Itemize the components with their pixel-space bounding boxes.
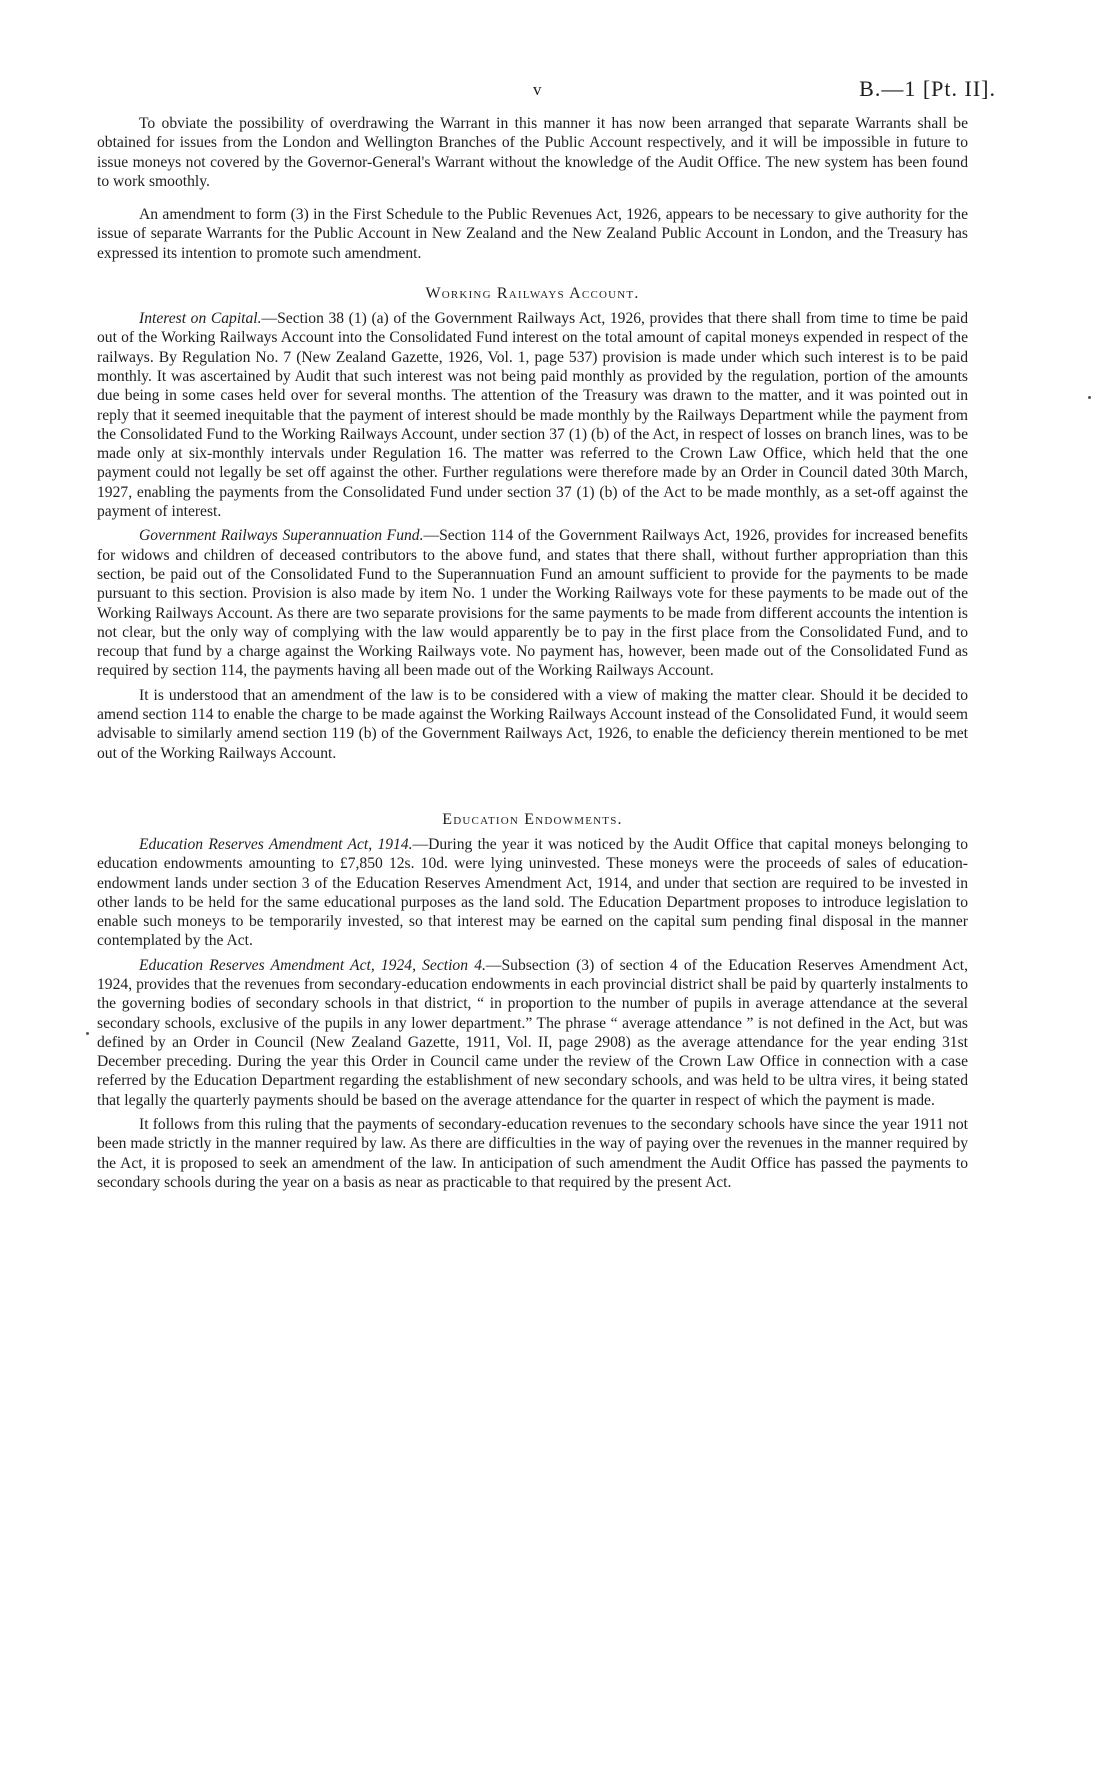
subheading-superannuation-fund: Government Railways Superannuation Fund. <box>139 527 424 545</box>
margin-speck <box>1088 396 1091 399</box>
paragraph-act-1914 <box>97 835 968 951</box>
text-superannuation-fund: —Section 114 of the Government Railways Act, 1926, provides for increased benefits for widows and children of deceased contributors to the above fund, and states that there shall, without further appropriation than this section, be paid out of the Consolidated Fund to the Superannuation Fund an amount sufficient to provide for the payments to be made pursuant to this section. Provision is also made by item No. 1 under the Working Railways vote for these payments to be made out of the Working Railways Account. As there are two separate provisions for the same payments to be made from different accounts the intention is not clear, but the only way of complying with the law would apparently be to pay in the first place from the Consolidated Fund, and to recoup that fund by a charge against the Working Railways vote. No payment has, however, been made out of the Consolidated Fund as required by section 114, the payments having all been made out of the Working Railways Account. <box>97 527 968 680</box>
text-act-1924: —Subsection (3) of section 4 of the Education Reserves Amendment Act, 1924, provides that the revenues from secondary-education endowments in each provincial district shall be paid by quarterly instalments to the governing bodies of secondary schools in that district, “ in proportion to the number of pupils in average attendance at the several secondary schools, exclusive of the pupils in any lower department.” The phrase “ average attendance ” is not defined in the Act, but was defined by an Order in Council (New Zealand Gazette, 1911, Vol. II, page 2908) as the average attendance for the year ending 31st December preceding. During the year this Order in Council came under the review of the Crown Law Office in connection with a case referred by the Education Department regarding the establishment of new secondary schools, and was held to be ultra vires, it being stated that legally the quarterly payments should be based on the average attendance for the quarter in respect of which the payment is made. <box>97 956 968 1109</box>
text-act-1914: —During the year it was noticed by the Audit Office that capital moneys belonging to education endowments amounting to £7,850 12s. 10d. were lying uninvested. These moneys were the proceeds of sales of education-endowment lands under section 3 of the Education Reserves Amendment Act, 1914, and under that section are required to be invested in other lands to be held for the same educational purposes as the land sold. The Education Department proposes to introduce legislation to enable such moneys to be temporarily invested, so that interest may be earned on the capital sum pending final disposal in the manner contemplated by the Act. <box>97 835 968 950</box>
paragraph-amendment-of-law: It is understood that an amendment of the law is to be considered with a view of making the matter clear. Should it be decided to amend section 114 to enable the charge to be made against the Working Railways Account instead of the Consolidated Fund, it would seem advisable to similarly amend section 119 (b) of the Government Railways Act, 1926, to enable the deficiency therein mentioned to be met out of the Working Railways Account. <box>97 686 968 762</box>
paragraph-interest-on-capital <box>97 309 968 521</box>
paragraph-ruling: It follows from this ruling that the payments of secondary-education revenues to the secondary schools have since the year 1911 not been made strictly in the manner required by law. As there are difficulties in the way of paying over the revenues in the manner required by the Act, it is proposed to seek an amendment of the law. In anticipation of such amendment the Audit Office has passed the payments to secondary schools during the year on a basis as near as practicable to that required by the present Act. <box>97 1116 968 1191</box>
document-body <box>97 114 968 1197</box>
subheading-interest-on-capital: Interest on Capital. <box>139 310 262 328</box>
subheading-act-1914: Education Reserves Amendment Act, 1914. <box>139 835 413 853</box>
page-number: v <box>533 80 542 99</box>
paragraph-superannuation-fund <box>97 526 968 680</box>
document-reference: B.—1 [Pt. II]. <box>859 76 996 101</box>
margin-speck <box>86 1032 89 1035</box>
paragraph-warrants: To obviate the possibility of overdrawing the Warrant in this manner it has now been arranged that separate Warrants shall be obtained for issues from the London and Wellington Branches of the Public Account respectively, and it will be impossible in future to issue moneys not covered by the Governor-General's Warrant without the knowledge of the Audit Office. The new system has been found to work smoothly. <box>97 115 968 190</box>
paragraph-amendment-form: An amendment to form (3) in the First Schedule to the Public Revenues Act, 1926, appears to be necessary to give authority for the issue of separate Warrants for the Public Account in New Zealand and the New Zealand Public Account in London, and the Treasury has expressed its intention to promote such amendment. <box>97 206 968 262</box>
section-heading-working-railways: Working Railways Account. <box>425 285 640 303</box>
paragraph-act-1924 <box>97 956 968 1110</box>
text-interest-on-capital: —Section 38 (1) (a) of the Government Railways Act, 1926, provides that there shall from time to time be paid out of the Working Railways Account into the Consolidated Fund interest on the total amount of capital moneys expended in respect of the railways. By Regulation No. 7 (New Zealand Gazette, 1926, Vol. 1, page 537) provision is made under which such interest is to be paid monthly. It was ascertained by Audit that such interest was not being paid monthly as provided by the regulation, portion of the amounts due being in some cases held over for several months. The attention of the Treasury was drawn to the matter, and it was pointed out in reply that it seemed inequitable that the payment of interest should be made monthly by the Railways Department while the payment from the Consolidated Fund to the Working Railways Account, under section 37 (1) (b) of the Act, in respect of losses on branch lines, was to be made only at six-monthly intervals under Regulation 16. The matter was referred to the Crown Law Office, which held that the one payment could not legally be set off against the other. Further regulations were therefore made by an Order in Council dated 30th March, 1927, enabling the payments from the Consolidated Fund under section 37 (1) (b) of the Act to be made monthly, as a set-off against the payment of interest. <box>97 310 968 521</box>
section-heading-education-endowments: Education Endowments. <box>442 810 623 828</box>
subheading-act-1924: Education Reserves Amendment Act, 1924, Section 4. <box>139 956 486 974</box>
